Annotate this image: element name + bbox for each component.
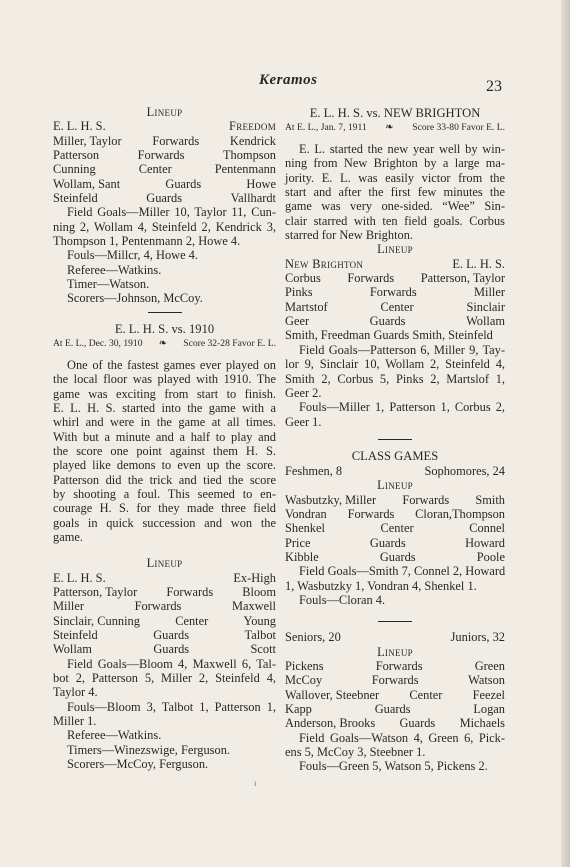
field-goals-line: lor 9, Sinclair 10, Wollam 2, Steinfeld 4,: [285, 357, 505, 372]
lineup-row: Shenkel Center Connel: [285, 521, 505, 536]
lineup-row: Wollam Guards Scott: [53, 642, 276, 657]
left-column: [53, 105, 276, 771]
field-goals-line: 1, Wasbutzky 1, Vondran 4, Shenkel 1.: [285, 578, 477, 593]
section-divider: [378, 439, 412, 440]
lineup-team-header: E. L. H. S. Ex-High: [53, 570, 276, 585]
lineup-row: Anderson, Brooks Guards Michaels: [285, 716, 505, 731]
fouls-line: Miller 1.: [53, 714, 97, 729]
game-subline: At E. L., Dec. 30, 1910 ❧ Score 32-28 Favor E. L.: [53, 337, 276, 349]
lineup-row: Steinfeld Guards Talbot: [53, 628, 276, 642]
lineup-row: Geer Guards Wollam: [285, 314, 505, 329]
lineup-row: Kapp Guards Logan: [285, 702, 505, 717]
lineup-row: Wollam, Sant Guards Howe: [53, 176, 276, 191]
page-mark: ı: [254, 778, 257, 788]
page-number: 23: [486, 78, 502, 95]
fouls-line: Fouls—Miller 1, Patterson 1, Corbus 2,: [299, 400, 505, 415]
field-goals-line: Field Goals—Watson 4, Green 6, Pick-: [299, 730, 505, 745]
field-goals-line: Thompson 1, Pentenmann 2, Howe 4.: [53, 234, 241, 249]
lineup-heading: Lineup: [377, 644, 413, 659]
lineup-row: Vondran Forwards Cloran,Thompson: [285, 506, 505, 521]
lineup-row: Patterson Forwards Thompson: [53, 148, 276, 163]
lineup-row: Cunning Center Pentenmann: [53, 162, 276, 177]
field-goals-line: Taylor 4.: [53, 685, 98, 700]
lineup-table-ex-high: [53, 585, 276, 657]
field-goals-line: ens 5, McCoy 3, Steebner 1.: [285, 745, 426, 760]
lineup-row: Martstof Center Sinclair: [285, 299, 505, 314]
lineup-table-freedom: [53, 134, 276, 206]
game-report: One of the fastest games ever played on the local floor was played with 1910. The game was exciting from start to finish. E. L. H. S. started into the game with a whirl and were in the game at all times. With but a minute and a half to play and the score one point against them H. S. played like demons to even up the score. Patterson did the trick and tied the score by shooting a foul. This seemed to en- courage H. S. for they made three field goals in quick succession and won the game.: [53, 357, 276, 544]
fleuron-icon: ❧: [158, 337, 168, 349]
game-subline: At E. L., Jan. 7, 1911 ❧ Score 33-80 Favor E. L.: [285, 122, 505, 133]
right-column: [285, 105, 505, 774]
field-goals-line: Field Goals—Smith 7, Connel 2, Howard: [299, 564, 506, 579]
lineup-team-header: E. L. H. S. Freedom: [53, 119, 276, 134]
game-report: E. L. started the new year well by win- ning from New Brighton by a large ma- jority. E. L. was easily victor from the start and after the first few minutes the game was very one-sided. “Wee” Sin- clair starred with ten field goals. Corbus starred for New Brighton.: [285, 142, 505, 243]
fouls-line: Fouls—Bloom 3, Talbot 1, Patterson 1,: [67, 699, 276, 714]
lineup-heading: Lineup: [146, 105, 183, 119]
fouls-line: Geer 1.: [285, 414, 322, 429]
fouls-line: Fouls—Green 5, Watson 5, Pickens 2.: [299, 759, 488, 774]
lineup-row: Wallover, Steebner Center Feezel: [285, 687, 505, 702]
lineup-row: Corbus Forwards Patterson, Taylor: [285, 271, 505, 286]
field-goals-line: bot 2, Patterson 5, Miller 2, Steinfeld 4,: [53, 671, 276, 686]
referee-line: Referee—Watkins.: [67, 262, 162, 277]
fleuron-icon: ❧: [385, 122, 394, 133]
class-game-score: Seniors, 20 Juniors, 32: [285, 630, 505, 645]
lineup-row: Price Guards Howard: [285, 535, 505, 550]
lineup-row: Pickens Forwards Green: [285, 659, 505, 673]
timer-line: Timer—Watson.: [67, 277, 150, 292]
lineup-row: McCoy Forwards Watson: [285, 673, 505, 688]
lineup-row: Miller Forwards Maxwell: [53, 599, 276, 614]
field-goals-line: Smith 2, Corbus 5, Pinks 2, Martslof 1,: [285, 371, 505, 386]
fouls-line: Fouls—Millcr, 4, Howe 4.: [67, 248, 198, 263]
lineup-heading: Lineup: [377, 478, 413, 493]
section-divider: [148, 312, 182, 313]
scorers-line: Scorers—McCoy, Ferguson.: [67, 757, 209, 772]
lineup-row: Smith, Freedman Guards Smith, Steinfeld: [285, 328, 493, 343]
lineup-row: Pinks Forwards Miller: [285, 285, 505, 300]
lineup-row: Sinclair, Cunning Center Young: [53, 613, 276, 628]
running-header-title: Keramos: [259, 72, 318, 88]
field-goals-line: Field Goals—Miller 10, Taylor 11, Cun-: [67, 205, 276, 220]
field-goals-line: Geer 2.: [285, 385, 322, 400]
game-title: E. L. H. S. vs. NEW BRIGHTON: [309, 106, 481, 120]
scorers-line: Scorers—Johnson, McCoy.: [67, 291, 203, 306]
timers-line: Timers—Winezswige, Ferguson.: [67, 742, 230, 757]
field-goals-line: Field Goals—Patterson 6, Miller 9, Tay-: [299, 342, 505, 357]
lineup-row: Kibble Guards Poole: [285, 549, 505, 564]
section-divider: [378, 621, 412, 622]
fouls-line: Fouls—Cloran 4.: [299, 592, 386, 607]
lineup-team-header: New Brighton E. L. H. S.: [285, 256, 505, 271]
lineup-table-freshmen-sophomores: [285, 493, 505, 565]
class-game-score: Feshmen, 8 Sophomores, 24: [285, 463, 505, 478]
lineup-row: Miller, Taylor Forwards Kendrick: [53, 133, 276, 148]
page-edge: [561, 0, 570, 867]
lineup-row: Wasbutzky, Miller Forwards Smith: [285, 492, 505, 507]
lineup-heading: Lineup: [146, 556, 183, 571]
field-goals-line: Field Goals—Bloom 4, Maxwell 6, Tal-: [67, 656, 276, 671]
referee-line: Referee—Watkins.: [67, 728, 162, 743]
lineup-row: Patterson, Taylor Forwards Bloom: [53, 584, 276, 599]
lineup-row: Steinfeld Guards Vallhardt: [53, 191, 276, 206]
lineup-table-new-brighton: [285, 271, 505, 343]
lineup-heading: Lineup: [377, 242, 413, 257]
field-goals-line: ning 2, Wollam 4, Steinfeld 2, Kendrick 3,: [53, 219, 276, 234]
lineup-table-seniors-juniors: [285, 659, 505, 731]
class-games-title: CLASS GAMES: [351, 448, 439, 463]
game-title: E. L. H. S. vs. 1910: [114, 321, 215, 336]
